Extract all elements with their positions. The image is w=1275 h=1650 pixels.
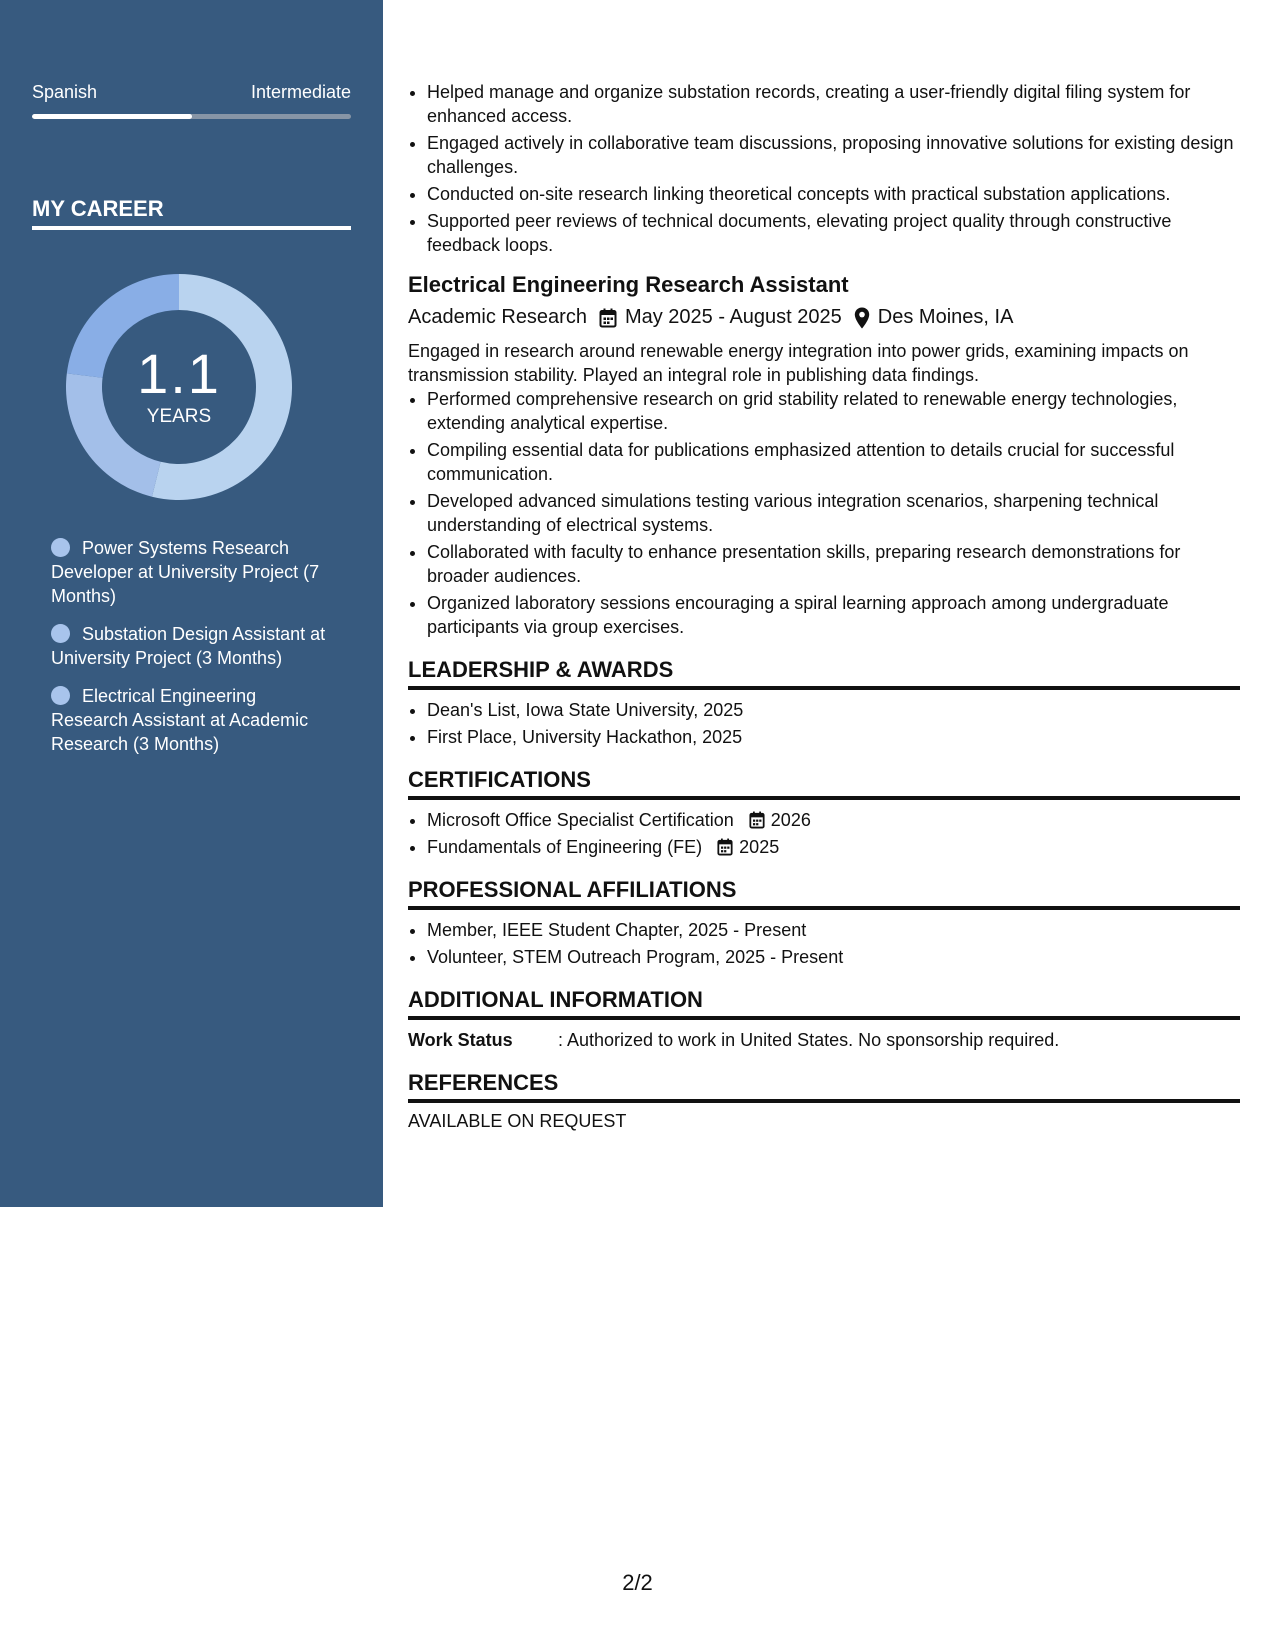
main-content: [408, 80, 1240, 1132]
sidebar: [0, 0, 383, 1207]
references-text: AVAILABLE ON REQUEST: [408, 1111, 627, 1131]
certification-item: [427, 808, 1240, 832]
bullet-item: • Developed advanced simulations testing various integration scenarios, sharpening technical understanding of electrical systems.: [427, 489, 1240, 537]
affiliation-item: • Volunteer, STEM Outreach Program, 2025 - Present: [427, 945, 1240, 969]
award-item: • First Place, University Hackathon, 2025: [427, 725, 1240, 749]
career-item: [51, 622, 331, 670]
career-dot-icon: [51, 538, 70, 557]
bullet-item: • Helped manage and organize substation records, creating a user-friendly digital filing system for enhanced access.: [427, 80, 1240, 128]
job-title: Electrical Engineering Research Assistant: [408, 272, 849, 297]
job-company: Academic Research: [408, 306, 587, 328]
career-years-value: 1.1: [137, 342, 221, 405]
bullet-item: • Conducted on-site research linking theoretical concepts with practical substation applications.: [427, 182, 1240, 206]
calendar-icon: [599, 308, 617, 328]
calendar-icon: [749, 811, 765, 829]
language-level: Intermediate: [250, 82, 351, 102]
career-dot-icon: [51, 624, 70, 643]
leadership-list: [408, 698, 1240, 749]
career-years-unit: YEARS: [146, 406, 212, 427]
certifications-section-title: CERTIFICATIONS: [408, 767, 1240, 800]
job-location: Des Moines, IA: [877, 306, 1014, 328]
location-pin-icon: [854, 307, 870, 329]
job-description: Engaged in research around renewable energy integration into power grids, examining impacts on transmission stability. Played an integral role in publishing data findings.: [408, 341, 1189, 385]
job-dates: May 2025 - August 2025: [624, 306, 842, 328]
career-list: [51, 536, 331, 770]
certification-year: 2025: [739, 837, 780, 857]
bullet-item: • Engaged actively in collaborative team discussions, proposing innovative solutions for existing design challenges.: [427, 131, 1240, 179]
bullet-item: • Supported peer reviews of technical documents, elevating project quality through constructive feedback loops.: [427, 209, 1240, 257]
donut-center: [66, 274, 292, 500]
page-number: 2/2: [622, 1570, 653, 1595]
affiliations-section-title: PROFESSIONAL AFFILIATIONS: [408, 877, 1240, 910]
previous-job-bullets: [408, 80, 1240, 257]
career-item-text: Power Systems Research Developer at University Project (7 Months): [51, 538, 320, 606]
certifications-list: [408, 808, 1240, 859]
references-section-title: REFERENCES: [408, 1070, 1240, 1103]
career-dot-icon: [51, 686, 70, 705]
certification-year: 2026: [770, 810, 811, 830]
career-item: [51, 684, 331, 756]
work-status-row: [408, 1028, 1240, 1052]
job-meta: [408, 306, 1240, 329]
language-row: [32, 82, 351, 103]
language-proficiency-fill: [32, 114, 192, 119]
bullet-item: • Performed comprehensive research on grid stability related to renewable energy technologies, extending analytical expertise.: [427, 387, 1240, 435]
bullet-item: • Compiling essential data for publications emphasized attention to details crucial for successful communication.: [427, 438, 1240, 486]
leadership-section-title: LEADERSHIP & AWARDS: [408, 657, 1240, 690]
calendar-icon: [717, 838, 733, 856]
career-item-text: Substation Design Assistant at University Project (3 Months): [51, 624, 326, 668]
certification-item: [427, 835, 1240, 859]
job-bullets: [408, 387, 1240, 639]
language-name: Spanish: [32, 82, 98, 102]
affiliations-list: [408, 918, 1240, 969]
career-donut-chart: [66, 274, 292, 500]
work-status-value: : Authorized to work in United States. No sponsorship required.: [558, 1030, 1060, 1050]
certification-name: Fundamentals of Engineering (FE): [427, 837, 703, 857]
career-item-text: Electrical Engineering Research Assistant at Academic Research (3 Months): [51, 686, 309, 754]
career-item: [51, 536, 331, 608]
career-section-title: MY CAREER: [32, 196, 351, 230]
work-status-label: Work Status: [408, 1030, 513, 1050]
language-proficiency-bar: [32, 114, 351, 119]
bullet-item: • Collaborated with faculty to enhance presentation skills, preparing research demonstrations for broader audiences.: [427, 540, 1240, 588]
affiliation-item: • Member, IEEE Student Chapter, 2025 - Present: [427, 918, 1240, 942]
certification-name: Microsoft Office Specialist Certification: [427, 810, 734, 830]
award-item: • Dean's List, Iowa State University, 2025: [427, 698, 1240, 722]
additional-info-section-title: ADDITIONAL INFORMATION: [408, 987, 1240, 1020]
bullet-item: • Organized laboratory sessions encouraging a spiral learning approach among undergraduate participants via group exercises.: [427, 591, 1240, 639]
